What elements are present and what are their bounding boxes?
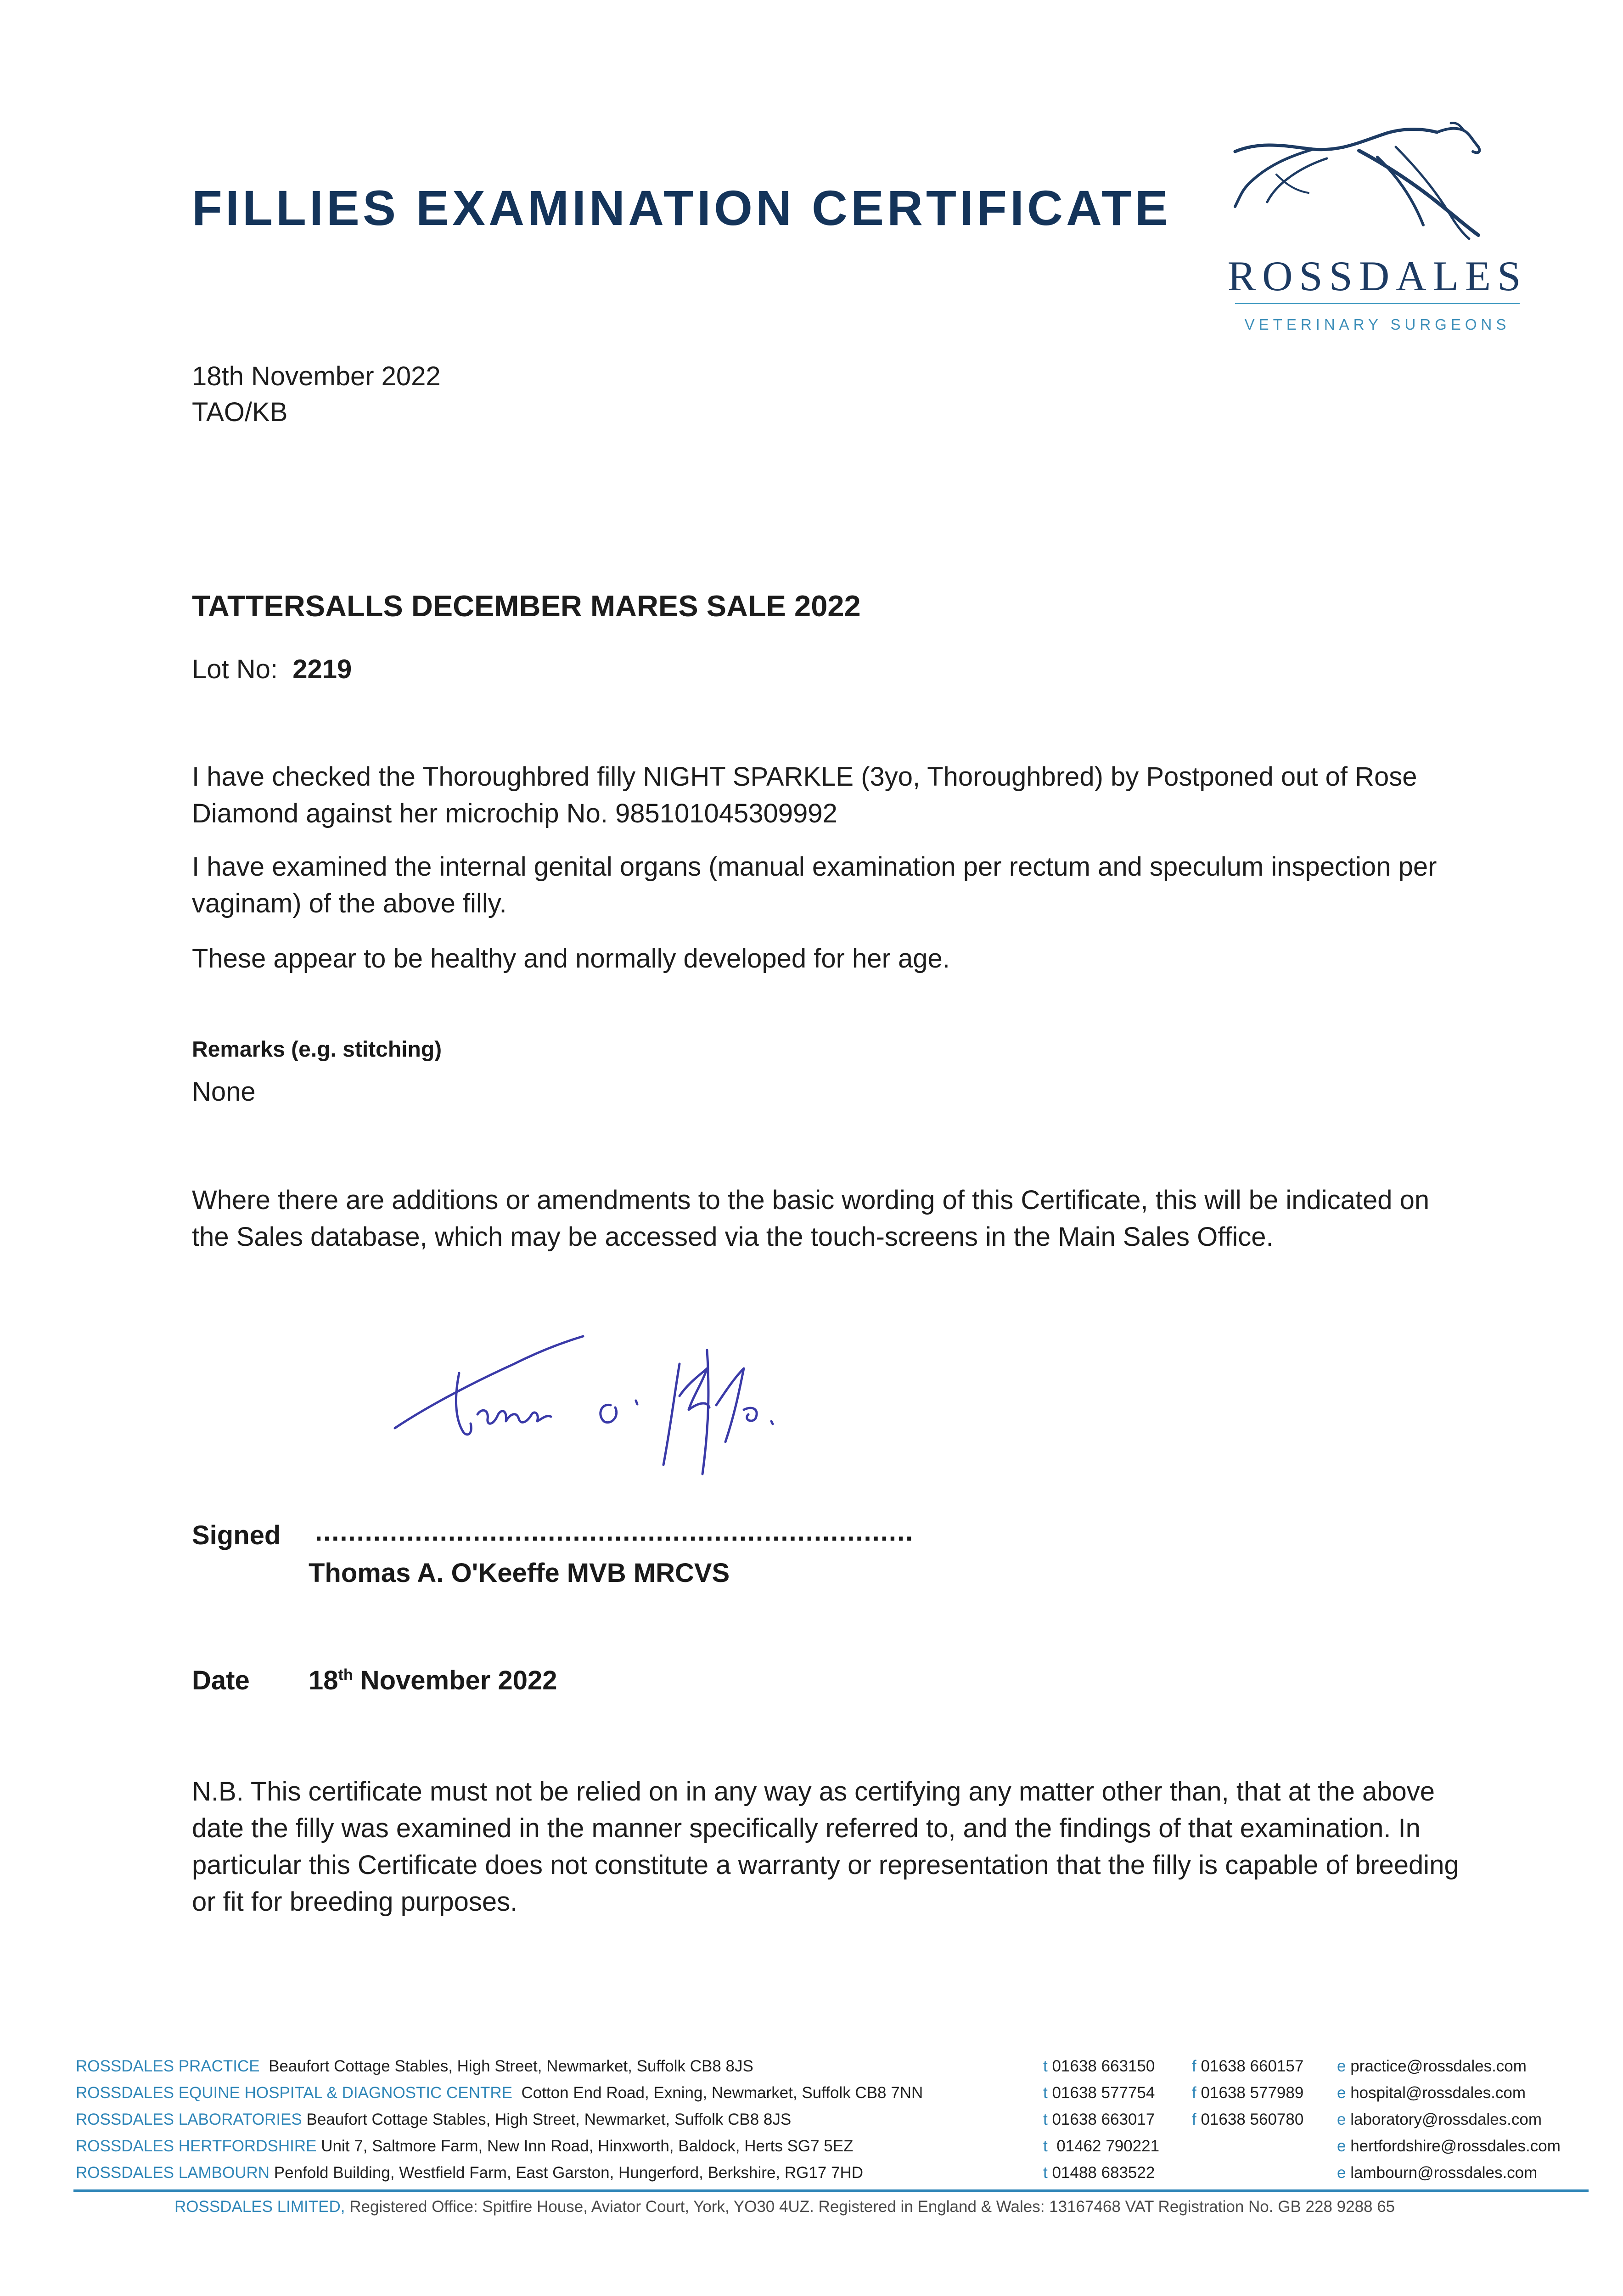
footer-address: Beaufort Cottage Stables, High Street, Newmarket, Suffolk CB8 8JS	[269, 2057, 753, 2075]
footer-address: Penfold Building, Westfield Farm, East Garston, Hungerford, Berkshire, RG17 7HD	[274, 2164, 864, 2182]
signed-label: Signed	[192, 1520, 281, 1550]
footer-tel: t 01488 683522	[1043, 2164, 1155, 2182]
footer-row	[76, 2057, 753, 2076]
handwritten-signature-icon	[386, 1322, 799, 1497]
date-label: Date	[192, 1666, 250, 1695]
lot-line	[192, 651, 352, 688]
disclaimer-paragraph: N.B. This certificate must not be relied on in any way as certifying any matter other than, that at the above date the filly was examined in the manner specifically referred to, and the findings of that examination. In particular this Certificate does not constitute a warranty or representation that the filly is capable of breeding or fit for breeding purposes.	[192, 1777, 1459, 1917]
footer-org: ROSSDALES EQUINE HOSPITAL & DIAGNOSTIC CENTRE	[76, 2084, 513, 2102]
footer-email: e practice@rossdales.com	[1337, 2057, 1527, 2075]
footer-row	[76, 2110, 791, 2129]
footer-org: ROSSDALES LABORATORIES	[76, 2110, 302, 2128]
footer-tel: t 01638 663150	[1043, 2057, 1155, 2075]
examination-paragraph: I have examined the internal genital organs (manual examination per rectum and speculum inspection per vaginam) of the above filly.	[192, 852, 1437, 918]
signatory-name: Thomas A. O'Keeffe MVB MRCVS	[309, 1558, 730, 1588]
findings-paragraph: These appear to be healthy and normally developed for her age.	[192, 944, 950, 974]
footer-fax: f 01638 577989	[1192, 2084, 1304, 2102]
footer-fax: f 01638 560780	[1192, 2110, 1304, 2128]
footer-email: e hertfordshire@rossdales.com	[1337, 2137, 1561, 2155]
footer-fax: f 01638 660157	[1192, 2057, 1304, 2075]
remarks-label: Remarks (e.g. stitching)	[192, 1037, 442, 1062]
registered-office	[174, 2198, 1395, 2216]
footer-row	[76, 2084, 923, 2102]
footer-email: e laboratory@rossdales.com	[1337, 2110, 1542, 2128]
footer-email: e lambourn@rossdales.com	[1337, 2164, 1538, 2182]
footer-tel: t 01462 790221	[1043, 2137, 1160, 2155]
footer-tel: t 01638 577754	[1043, 2084, 1155, 2102]
registered-org: ROSSDALES LIMITED,	[174, 2198, 345, 2216]
footer-address: Beaufort Cottage Stables, High Street, Newmarket, Suffolk CB8 8JS	[306, 2110, 792, 2128]
footer-row	[76, 2137, 854, 2155]
footer-org: ROSSDALES LAMBOURN	[76, 2164, 270, 2182]
footer-address: Unit 7, Saltmore Farm, New Inn Road, Hinxworth, Baldock, Herts SG7 5EZ	[321, 2137, 854, 2155]
horse-logo-icon	[1221, 115, 1533, 344]
certificate-date	[309, 1665, 557, 1696]
brand-subtitle: VETERINARY SURGEONS	[1244, 316, 1511, 333]
letter-date: 18th November 2022	[192, 361, 441, 391]
logo-divider	[1235, 303, 1520, 304]
lot-label: Lot No:	[192, 654, 278, 684]
microchip-paragraph: I have checked the Thoroughbred filly NIGHT SPARKLE (3yo, Thoroughbred) by Postponed out of Rose Diamond against her microchip No. 985101045309992	[192, 762, 1417, 828]
date-suffix: th	[338, 1666, 353, 1684]
footer-address: Cotton End Road, Exning, Newmarket, Suffolk CB8 7NN	[521, 2084, 923, 2102]
sale-heading: TATTERSALLS DECEMBER MARES SALE 2022	[192, 589, 861, 623]
brand-name: ROSSDALES	[1227, 253, 1528, 299]
footer-org: ROSSDALES PRACTICE	[76, 2057, 260, 2075]
footer-divider	[73, 2189, 1589, 2192]
lot-number: 2219	[292, 654, 352, 684]
footer-email: e hospital@rossdales.com	[1337, 2084, 1526, 2102]
date-rest: November 2022	[353, 1666, 557, 1695]
registered-text: Registered Office: Spitfire House, Aviator Court, York, YO30 4UZ. Registered in England & Wales: 13167468 VAT Registration No. GB 228 9288 65	[349, 2198, 1395, 2216]
footer-row	[76, 2164, 863, 2182]
remarks-value: None	[192, 1077, 256, 1107]
letter-reference: TAO/KB	[192, 397, 288, 427]
amendments-paragraph: Where there are additions or amendments to the basic wording of this Certificate, this will be indicated on the Sales database, which may be accessed via the touch-screens in the Main Sales Office.	[192, 1185, 1430, 1252]
date-day: 18	[309, 1666, 338, 1695]
signature-line: ........................................................................	[315, 1517, 914, 1547]
footer-tel: t 01638 663017	[1043, 2110, 1155, 2128]
footer-org: ROSSDALES HERTFORDSHIRE	[76, 2137, 317, 2155]
certificate-title: FILLIES EXAMINATION CERTIFICATE	[192, 180, 1171, 236]
